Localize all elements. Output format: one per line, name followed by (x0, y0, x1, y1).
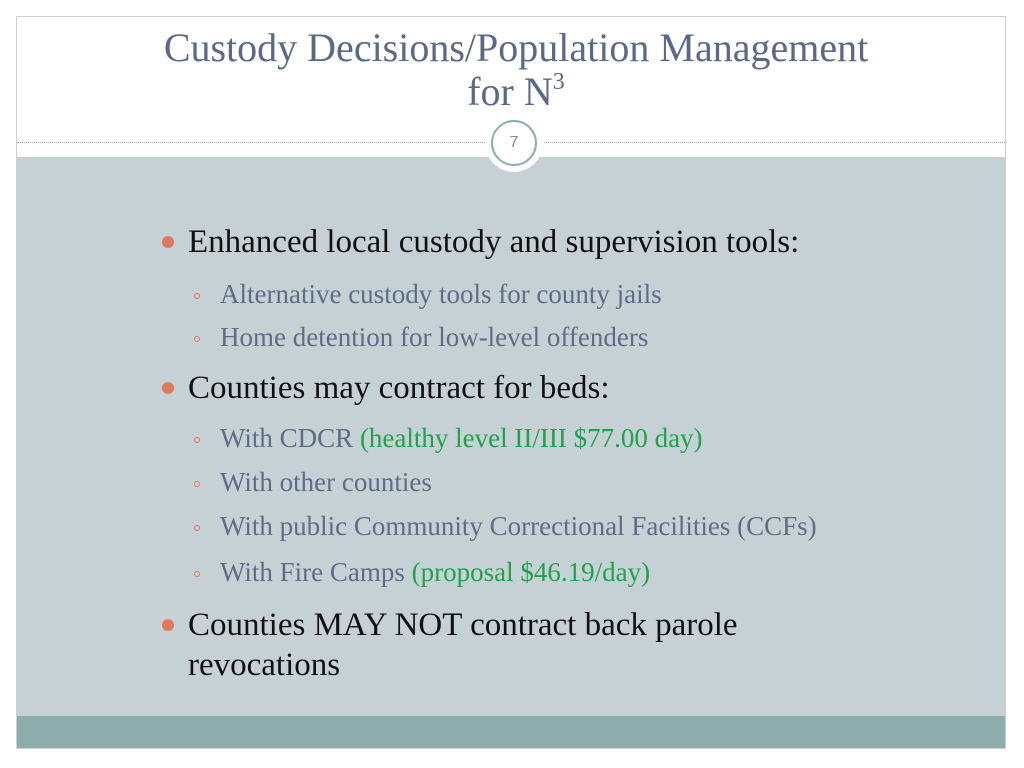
title-line-1: Custody Decisions/Population Management (163, 25, 869, 70)
bullet-text-line-1: Counties MAY NOT contract back parole (188, 607, 738, 643)
sub-bullet-text: Alternative custody tools for county jails (220, 279, 662, 309)
bullet-text: Enhanced local custody and supervision tools: (188, 224, 800, 260)
page-number-badge (485, 114, 543, 172)
sub-bullet-text: With CDCR (220, 423, 360, 453)
title-superscript: 3 (552, 69, 565, 95)
bullet-text: Counties may contract for beds: (188, 370, 610, 406)
footer-bar (17, 716, 1005, 748)
slide-title (16, 26, 1016, 114)
sub-bullet-text: Home detention for low-level offenders (220, 322, 649, 352)
sub-bullet-highlight: (proposal $46.19/day) (411, 557, 651, 587)
sub-bullet-highlight: (healthy level II/III $77.00 day) (359, 423, 703, 453)
page-number: 7 (491, 120, 537, 166)
title-line-2 (16, 70, 1016, 114)
sub-bullet-text: With public Community Correctional Facilities (CCFs) (220, 511, 817, 541)
title-line-2-text: for N (467, 69, 553, 114)
sub-bullet-text: With other counties (220, 467, 432, 497)
sub-bullet-text: With Fire Camps (220, 557, 412, 587)
bullet-text-line-2: revocations (188, 647, 341, 683)
content-area (17, 157, 1005, 716)
